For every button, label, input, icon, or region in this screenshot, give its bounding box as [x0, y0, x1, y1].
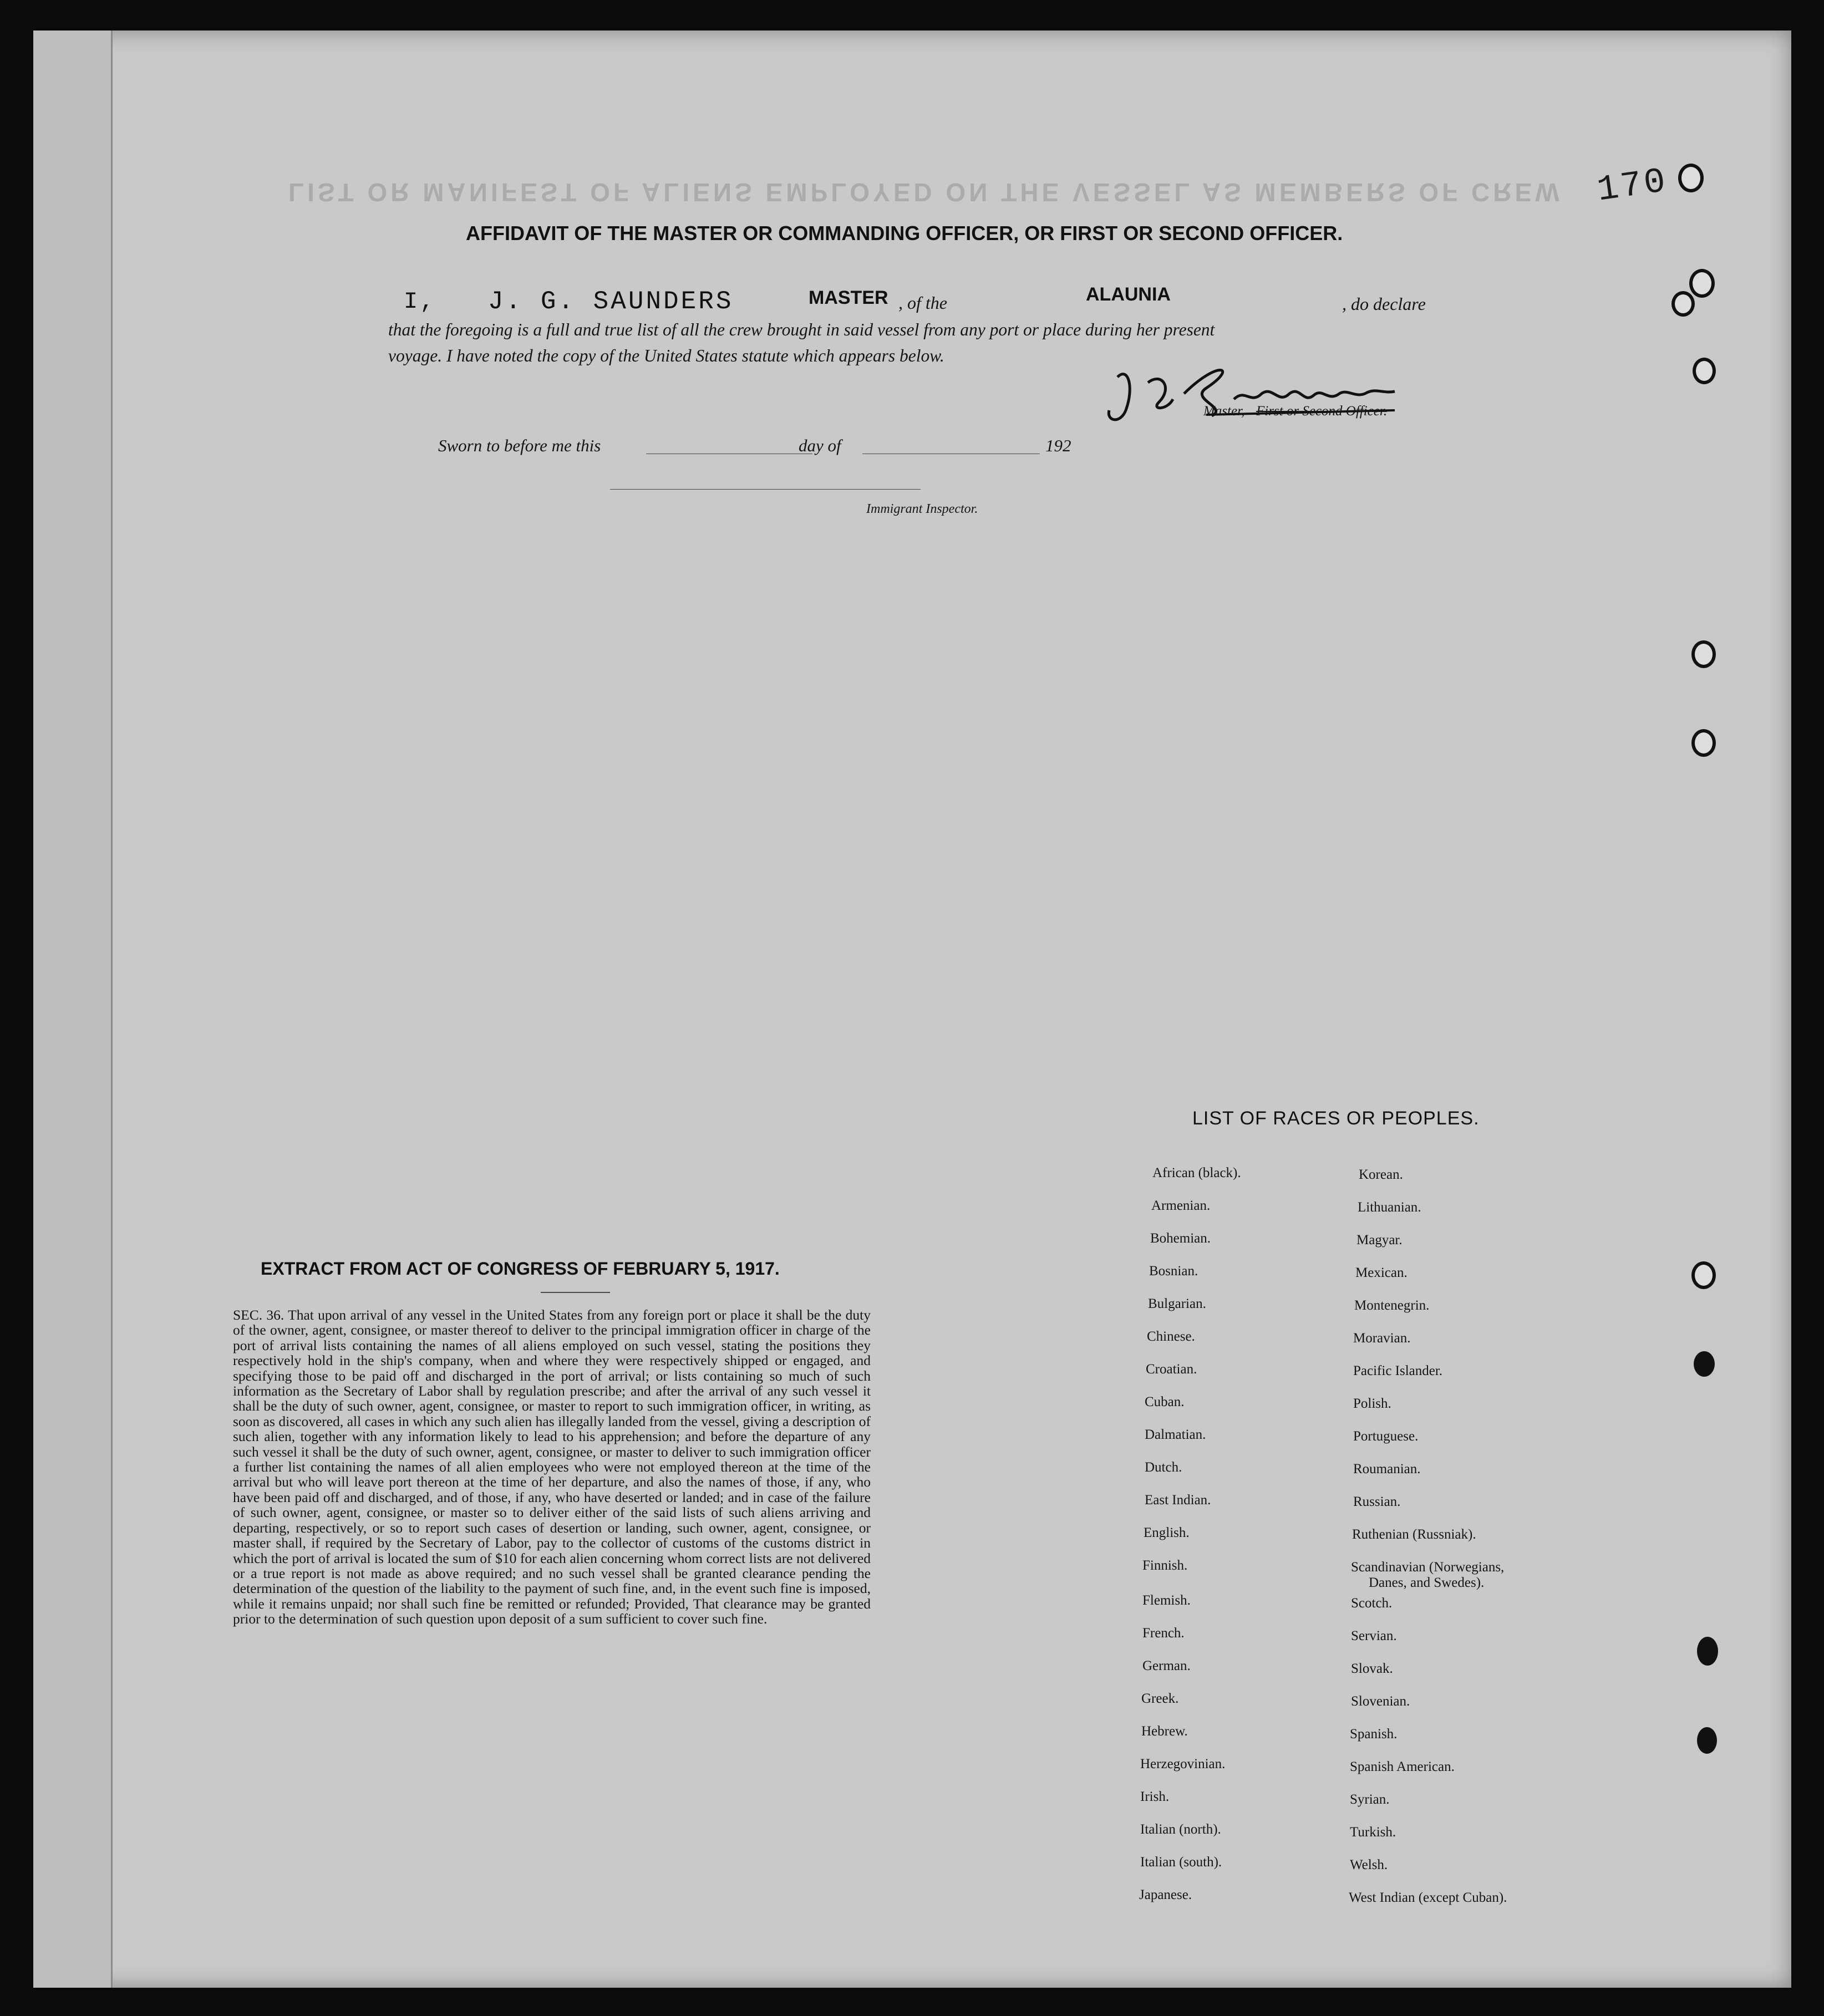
race-item: Magyar.	[1356, 1233, 1403, 1248]
statute-title-rule	[541, 1292, 610, 1293]
race-item: Polish.	[1353, 1396, 1391, 1411]
statute-body: SEC. 36. That upon arrival of any vessel in the United States from any foreign port or place it shall be the duty of the owner, agent, consignee, or master thereof to deliver to the principal immigration officer in charge of the port of arrival lists containing the names of all aliens employed on such vessel, stating the positions they respectively hold in the ship's company, when and where they were respectively shipped or engaged, and specifying those to be paid off and discharged in the port of arrival; or lists containing so much of such information as the Secretary of Labor shall by regulation prescribe; and after the arrival of any such vessel it shall be the duty of such owner, agent, consignee, or master to report to such immigration officer, in writing, as soon as discovered, all cases in which any such alien has illegally landed from the vessel, giving a description of such alien, together with any information likely to lead to his apprehension; and before the departure of any such vessel it shall be the duty of such owner, agent, consignee, or master to deliver to such immigration officer a further list containing the names of all alien employees who were not employed thereon at the time of the arrival but who will leave port thereon at the time of her departure, and also the names of those, if any, who have been paid off and discharged, and of those, if any, who have deserted or landed; and in case of the failure of such owner, agent, consignee, or master so to deliver either of the said lists of such aliens arriving and departing, respectively, or so to report such cases of desertion or landing, such owner, agent, consignee, or master shall, if required by the Secretary of Labor, pay to the collector of customs of the customs district in which the port of arrival is located the sum of $10 for each alien concerning whom correct lists are not delivered or a true report is not made as above required; and no such vessel shall be granted clearance pending the determination of the question of the liability to the payment of such fine, and, in the event such fine is imposed, while it remains unpaid; nor shall such fine be remitted or refunded; Provided, That clearance may be granted prior to the determination of such question upon deposit of a sum sufficient to cover such fine.	[233, 1307, 871, 1627]
race-item: Croatian.	[1146, 1362, 1197, 1377]
race-item: Bohemian.	[1150, 1231, 1211, 1246]
race-item: Turkish.	[1350, 1825, 1396, 1840]
race-item: Dalmatian.	[1145, 1427, 1206, 1442]
race-item: West Indian (except Cuban).	[1349, 1890, 1507, 1905]
race-item: Italian (north).	[1140, 1822, 1221, 1837]
rank: MASTER	[809, 287, 888, 308]
race-item: Russian.	[1353, 1494, 1401, 1509]
pronoun-i: I,	[404, 288, 436, 315]
page-number: 170	[1594, 161, 1670, 211]
race-item: Spanish American.	[1350, 1759, 1455, 1774]
race-item: Lithuanian.	[1358, 1200, 1421, 1215]
binder-hole	[1691, 729, 1716, 757]
master-signature	[1095, 355, 1406, 441]
race-item: Danes, and Swedes).	[1369, 1575, 1485, 1590]
race-item: Italian (south).	[1140, 1855, 1222, 1870]
signer-title-struck: First or Second Officer.	[1256, 404, 1388, 419]
race-item: Bosnian.	[1149, 1264, 1198, 1279]
binder-hole	[1691, 640, 1716, 668]
race-item: African (black).	[1152, 1165, 1241, 1180]
background-form-title: LIST OR MANIFEST OF ALIENS EMPLOYED ON THE VESSEL AS MEMBERS OF CREW	[288, 178, 1563, 207]
race-item: Irish.	[1140, 1789, 1170, 1804]
vessel-name: ALAUNIA	[1086, 284, 1171, 305]
race-item: Korean.	[1359, 1167, 1403, 1182]
race-item: Dutch.	[1145, 1460, 1182, 1475]
race-item: Greek.	[1141, 1691, 1179, 1706]
race-item: Ruthenian (Russniak).	[1352, 1527, 1476, 1542]
declaration-line-2: voyage. I have noted the copy of the United States statute which appears below.	[388, 346, 944, 365]
statute-title: EXTRACT FROM ACT OF CONGRESS OF FEBRUARY 5, 1917.	[261, 1259, 780, 1279]
race-item: Roumanian.	[1353, 1462, 1421, 1477]
race-item: Scotch.	[1351, 1596, 1393, 1611]
binder-hole	[1693, 358, 1716, 384]
inspector-label: Immigrant Inspector.	[866, 502, 978, 516]
race-item: Pacific Islander.	[1353, 1363, 1443, 1378]
underlying-page-edge	[33, 30, 113, 1988]
race-item: Syrian.	[1350, 1792, 1390, 1807]
race-item: Scandinavian (Norwegians,	[1351, 1560, 1505, 1575]
race-item: Japanese.	[1139, 1887, 1192, 1902]
race-item: English.	[1144, 1525, 1190, 1540]
binder-hole	[1671, 291, 1695, 317]
race-item: Welsh.	[1350, 1857, 1388, 1872]
race-item: French.	[1142, 1626, 1185, 1641]
binder-hole	[1694, 1351, 1715, 1377]
affidavit-title: AFFIDAVIT OF THE MASTER OR COMMANDING OFFICER, OR FIRST OR SECOND OFFICER.	[466, 222, 1343, 245]
race-item: Mexican.	[1355, 1265, 1408, 1280]
race-item: Cuban.	[1145, 1394, 1185, 1409]
day-of-label: day of	[799, 436, 841, 455]
binder-hole	[1697, 1637, 1718, 1666]
race-item: Finnish.	[1142, 1558, 1188, 1573]
race-item: Herzegovinian.	[1140, 1757, 1226, 1771]
inspector-signature-line	[610, 489, 921, 490]
race-item: Armenian.	[1151, 1198, 1211, 1213]
race-item: Montenegrin.	[1354, 1298, 1430, 1313]
race-item: Chinese.	[1147, 1329, 1195, 1344]
race-item: East Indian.	[1145, 1493, 1211, 1508]
race-item: Slovak.	[1351, 1661, 1393, 1676]
binder-hole	[1678, 164, 1704, 192]
signer-title-prefix: Master,	[1203, 404, 1245, 419]
race-item: Bulgarian.	[1148, 1296, 1206, 1311]
declaration-line-1: that the foregoing is a full and true list of all the crew brought in said vessel from any port or place during her present	[388, 320, 1215, 339]
race-item: Hebrew.	[1141, 1724, 1188, 1739]
year-prefix: 192	[1045, 436, 1071, 455]
binder-hole	[1697, 1727, 1717, 1754]
do-declare-label: , do declare	[1342, 294, 1426, 314]
race-item: Slovenian.	[1351, 1694, 1410, 1709]
race-item: Flemish.	[1142, 1593, 1191, 1608]
race-item: Moravian.	[1353, 1331, 1411, 1346]
races-title: LIST OF RACES OR PEOPLES.	[1192, 1108, 1480, 1129]
of-the-label: , of the	[898, 293, 947, 313]
race-item: Portuguese.	[1353, 1429, 1419, 1444]
race-item: Servian.	[1351, 1628, 1397, 1643]
sworn-label: Sworn to before me this	[438, 436, 601, 455]
officer-name: J. G. SAUNDERS	[488, 287, 734, 316]
race-item: Spanish.	[1350, 1727, 1398, 1742]
binder-hole	[1691, 1261, 1716, 1289]
race-item: German.	[1142, 1658, 1191, 1673]
binder-hole	[1689, 269, 1715, 298]
